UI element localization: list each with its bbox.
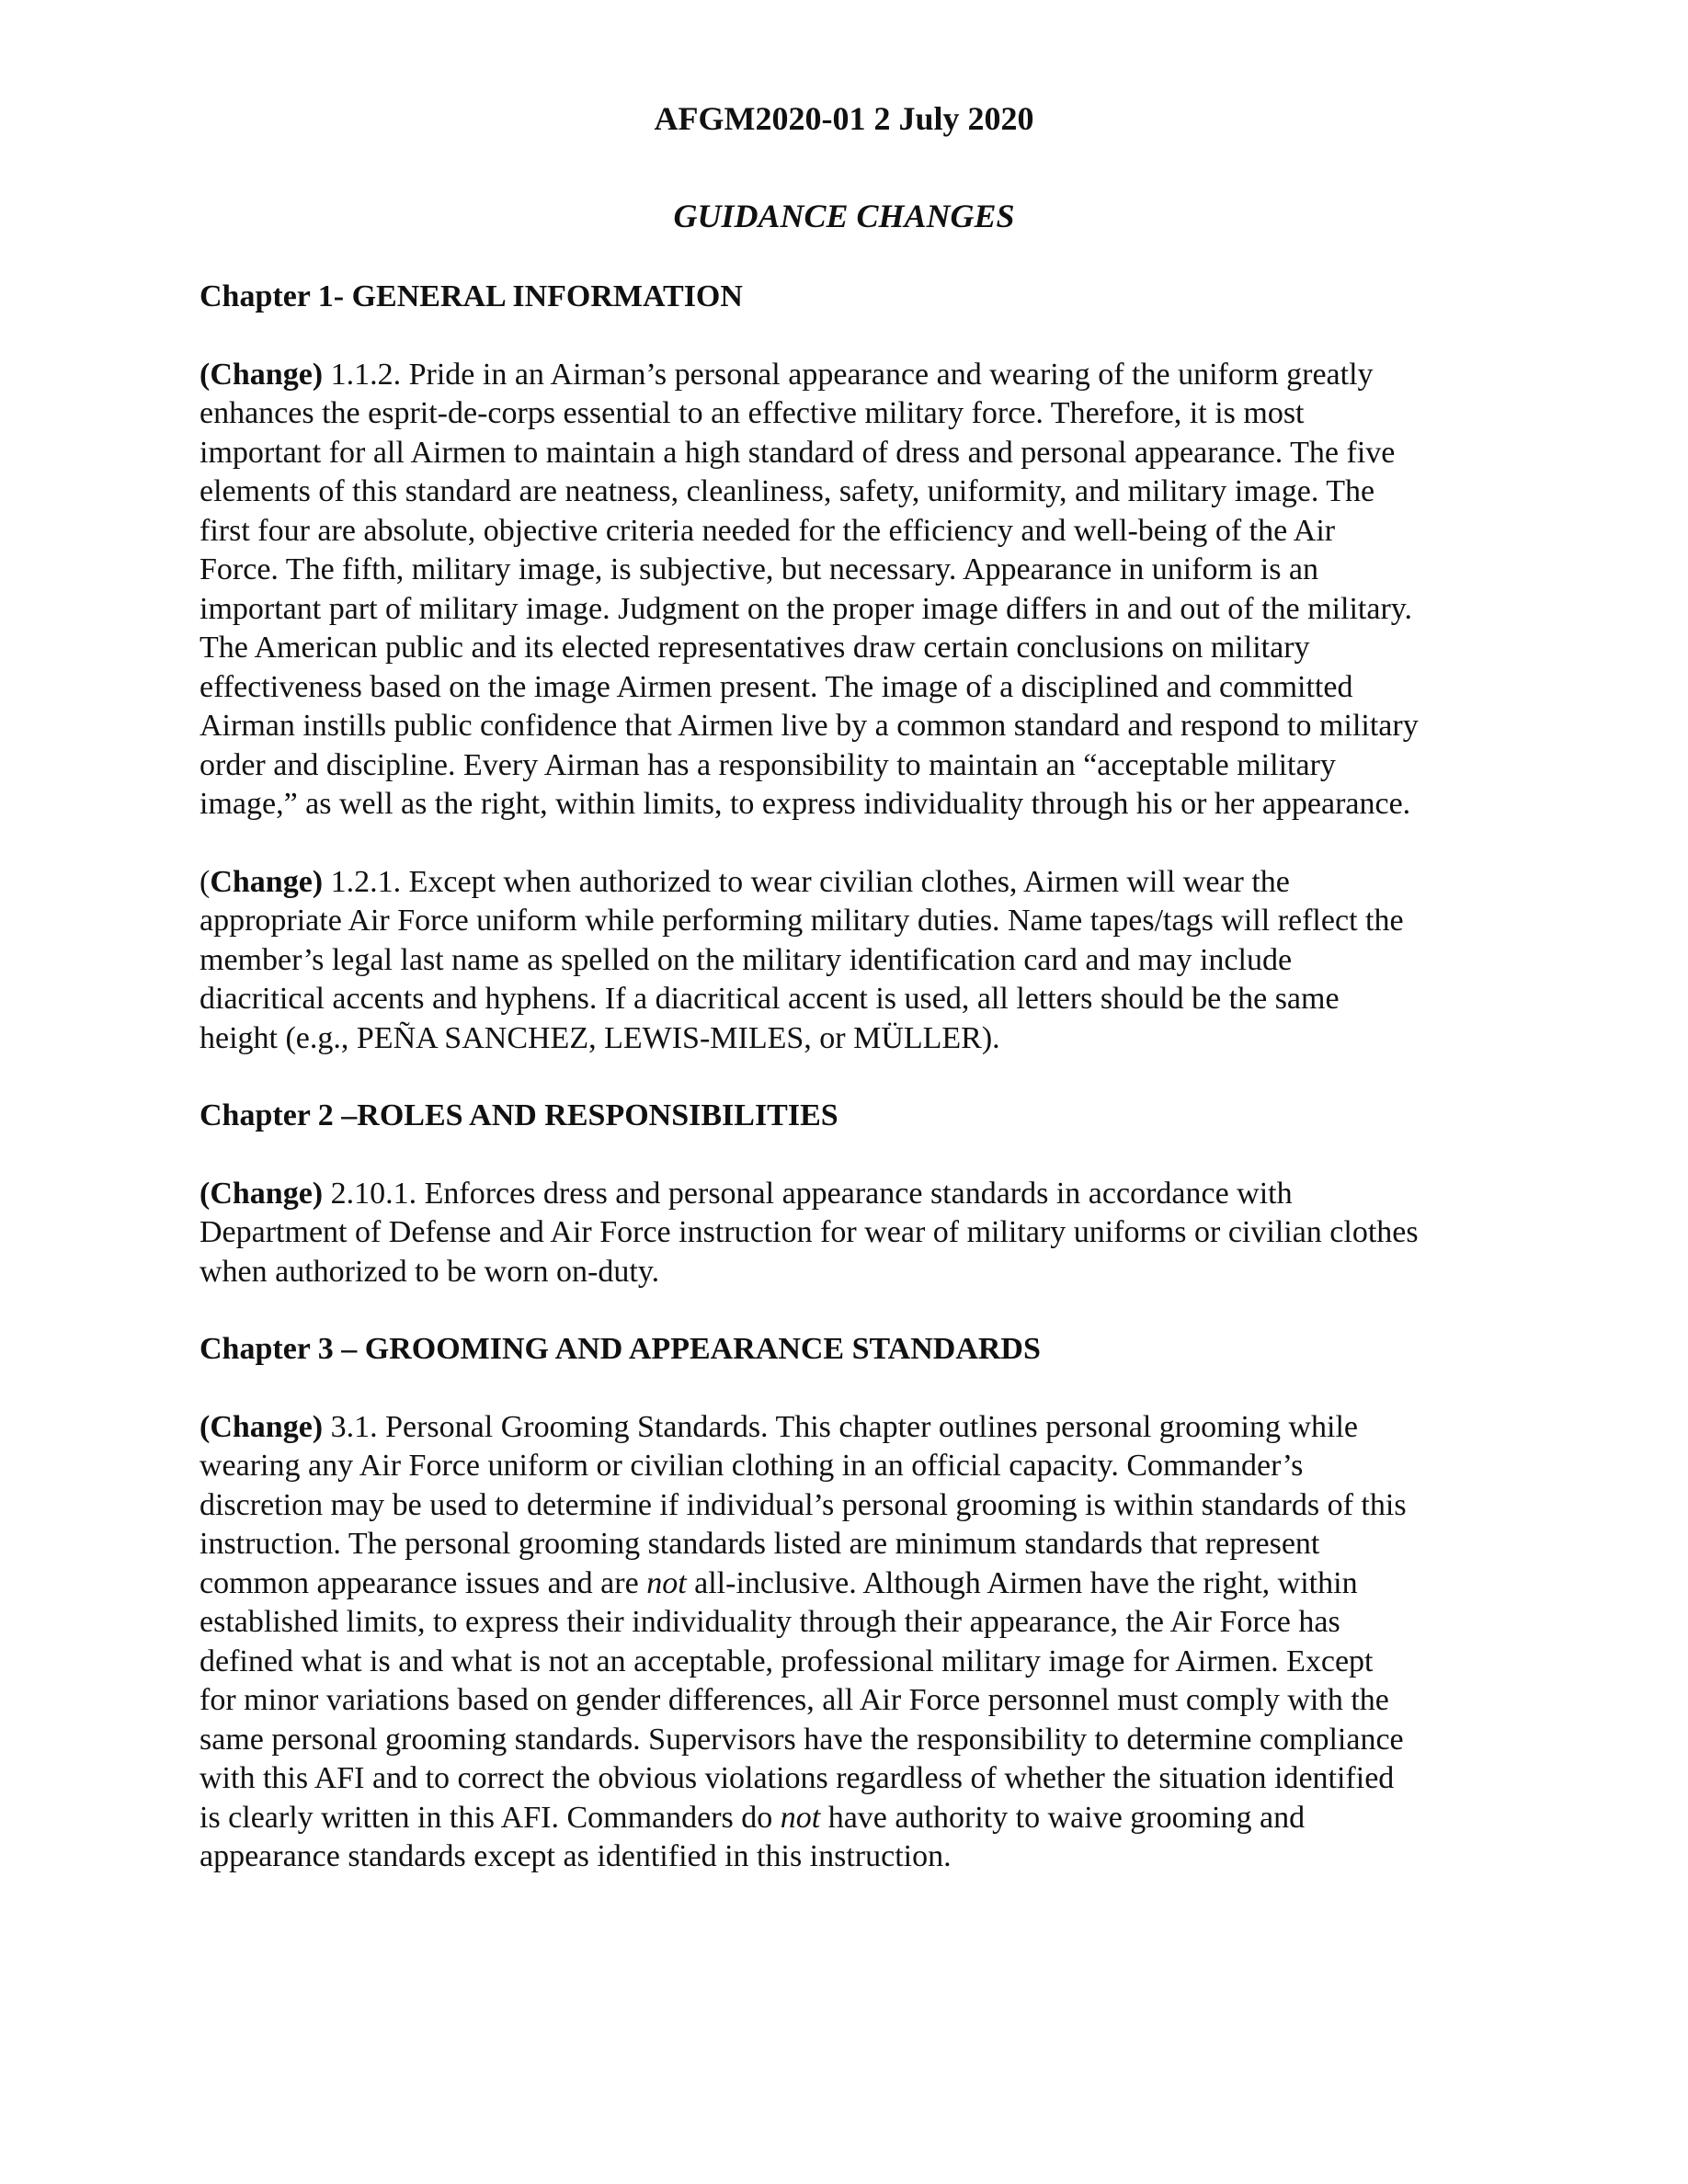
paragraph-line: established limits, to express their individuality through their appearance, the Air Force has xyxy=(200,1605,1340,1639)
paragraph-line: first four are absolute, objective criteria needed for the efficiency and well-being of the Air xyxy=(200,513,1336,548)
change-paragraph xyxy=(200,863,1505,1059)
paragraph-line: with this AFI and to correct the obvious violations regardless of whether the situation identified xyxy=(200,1761,1395,1795)
paragraph-line: member’s legal last name as spelled on the military identification card and may include xyxy=(200,942,1293,977)
emphasis: not xyxy=(780,1800,821,1835)
paragraph-line: The American public and its elected representatives draw certain conclusions on military xyxy=(200,631,1310,665)
paragraph-line: (Change) 3.1. Personal Grooming Standards. This chapter outlines personal grooming while xyxy=(200,1409,1359,1444)
document-title: AFGM2020-01 2 July 2020 xyxy=(654,100,1034,137)
paragraph-line: important for all Airmen to maintain a high standard of dress and personal appearance. The five xyxy=(200,435,1396,470)
paragraph-line: Department of Defense and Air Force instruction for wear of military uniforms or civilian clothes xyxy=(200,1215,1419,1249)
change-label: (Change) xyxy=(200,1409,324,1444)
paragraph-line: height (e.g., PEÑA SANCHEZ, LEWIS-MILES, or MÜLLER). xyxy=(200,1020,1000,1055)
paragraph-line: wearing any Air Force uniform or civilian clothing in an official capacity. Commander’s xyxy=(200,1449,1304,1483)
chapter-heading: Chapter 2 –ROLES AND RESPONSIBILITIES xyxy=(200,1098,838,1132)
paragraph-line: discretion may be used to determine if individual’s personal grooming is within standards of this xyxy=(200,1487,1407,1522)
paragraph-line: when authorized to be worn on-duty. xyxy=(200,1254,660,1289)
paragraph-line: defined what is and what is not an acceptable, professional military image for Airmen. Except xyxy=(200,1644,1374,1678)
change-label: (Change) xyxy=(200,357,324,392)
paragraph-line: order and discipline. Every Airman has a responsibility to maintain an “acceptable military xyxy=(200,747,1336,782)
change-label: (Change) xyxy=(200,1176,324,1211)
paragraph-line: important part of military image. Judgment on the proper image differs in and out of the military. xyxy=(200,591,1413,626)
chapter-heading: Chapter 3 – GROOMING AND APPEARANCE STANDARDS xyxy=(200,1332,1041,1366)
change-paragraph xyxy=(200,1175,1505,1292)
paragraph-line: same personal grooming standards. Supervisors have the responsibility to determine compliance xyxy=(200,1722,1404,1757)
paragraph-line: (Change) 1.1.2. Pride in an Airman’s personal appearance and wearing of the uniform greatly xyxy=(200,357,1374,392)
paragraph-line: diacritical accents and hyphens. If a diacritical accent is used, all letters should be the same xyxy=(200,982,1340,1016)
change-paragraph xyxy=(200,356,1505,825)
paragraph-line: appropriate Air Force uniform while performing military duties. Name tapes/tags will reflect the xyxy=(200,904,1404,938)
paragraph-line: image,” as well as the right, within limits, to express individuality through his or her appearance. xyxy=(200,787,1411,821)
change-paragraph xyxy=(200,1408,1505,1877)
document-subtitle: GUIDANCE CHANGES xyxy=(673,198,1015,234)
paragraph-line: Force. The fifth, military image, is subjective, but necessary. Appearance in uniform is an xyxy=(200,552,1319,586)
emphasis: not xyxy=(646,1565,687,1600)
paragraph-line: (Change) 1.2.1. Except when authorized to wear civilian clothes, Airmen will wear the xyxy=(200,864,1290,899)
paragraph-line: instruction. The personal grooming standards listed are minimum standards that represent xyxy=(200,1527,1320,1561)
paragraph-line: enhances the esprit-de-corps essential to an effective military force. Therefore, it is most xyxy=(200,396,1305,430)
chapter-heading: Chapter 1- GENERAL INFORMATION xyxy=(200,279,743,313)
document-body xyxy=(200,278,1505,1916)
paragraph-line: common appearance issues and are not all-inclusive. Although Airmen have the right, within xyxy=(200,1565,1358,1600)
paragraph-line: Airman instills public confidence that Airmen live by a common standard and respond to military xyxy=(200,709,1419,743)
paragraph-line: effectiveness based on the image Airmen present. The image of a disciplined and committed xyxy=(200,669,1353,704)
paragraph-line: elements of this standard are neatness, cleanliness, safety, uniformity, and military image. The xyxy=(200,474,1375,508)
change-label: (Change) xyxy=(200,864,324,899)
paragraph-line: (Change) 2.10.1. Enforces dress and personal appearance standards in accordance with xyxy=(200,1176,1293,1211)
paragraph-line: for minor variations based on gender differences, all Air Force personnel must comply with the xyxy=(200,1683,1389,1717)
paragraph-line: is clearly written in this AFI. Commanders do not have authority to waive grooming and xyxy=(200,1800,1306,1835)
paragraph-line: appearance standards except as identified in this instruction. xyxy=(200,1839,952,1873)
